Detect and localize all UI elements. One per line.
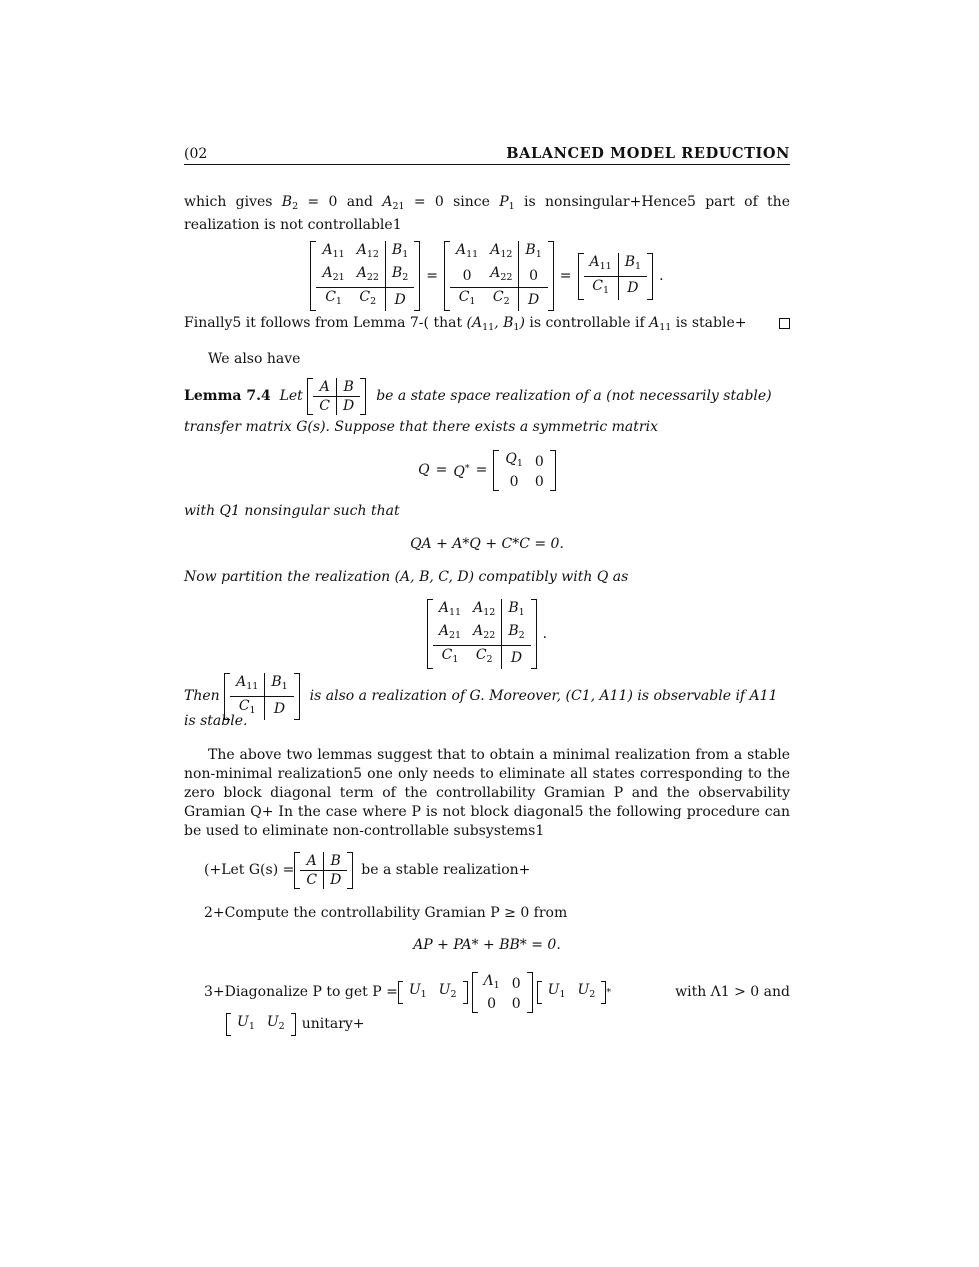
running-title: BALANCED MODEL REDUCTION xyxy=(506,145,790,162)
lemma-is-stable: is stable. xyxy=(184,713,248,729)
paragraph-we-also-have: We also have xyxy=(208,351,301,367)
paragraph-above-two-lemmas: The above two lemmas suggest that to obtain a minimal realization from a stable non-minimal realization5 one only needs to eliminate all states corresponding to the zero block diagonal term of the controllability Gramian P and the observability Gramian Q+ In the case where P is not block diagonal5 the following procedure can be used to eliminate non-controllable subsystems1 xyxy=(184,747,790,839)
matrix-reduced xyxy=(578,253,654,300)
matrix-entry: C xyxy=(300,871,323,890)
matrix-entry: 0 xyxy=(534,474,544,490)
matrix-entry: 0 xyxy=(487,996,497,1012)
qed-square-icon xyxy=(779,318,790,329)
matrix-entry: $C_1$ xyxy=(325,289,342,307)
matrix-entry: $A_{22}$ xyxy=(351,264,386,288)
running-header xyxy=(184,144,790,165)
lemma-partition: Now partition the realization (A, B, C, D) compatibly with Q as xyxy=(184,569,629,585)
matrix-entry: $B_1$ xyxy=(265,673,294,697)
matrix-entry: $A_{21}$ xyxy=(316,264,350,288)
matrix-u-row-conj xyxy=(537,981,607,1004)
matrix-entry: $B_1$ xyxy=(508,600,525,618)
matrix-entry: $C_1$ xyxy=(584,276,619,300)
matrix-entry: $C_2$ xyxy=(351,288,386,312)
matrix-partition xyxy=(427,599,537,669)
page-number: (02 xyxy=(184,146,208,162)
matrix-entry: $U_1$ xyxy=(237,1014,255,1032)
matrix-entry: $C_1$ xyxy=(230,697,265,721)
lemma-transfer-line: transfer matrix G(s). Suppose that there exists a symmetric matrix xyxy=(184,419,658,435)
matrix-entry: $C_2$ xyxy=(467,646,502,670)
matrix-partitioned-a xyxy=(310,241,420,311)
matrix-entry: $A_{11}$ xyxy=(438,600,462,618)
matrix-entry: $U_2$ xyxy=(438,982,457,1000)
matrix-entry: $U_2$ xyxy=(266,1014,285,1032)
matrix-entry: $B_2$ xyxy=(385,264,414,288)
step-1: (+ Let G(s) = A B C D be a stable realization+ xyxy=(204,853,531,888)
matrix-entry: $C_1$ xyxy=(458,289,476,307)
matrix-entry: B xyxy=(336,378,360,397)
lemma-with-q1: with Q1 nonsingular such that xyxy=(184,503,400,519)
lemma-then: Then $A_{11}$ $B_1$ $C_1$ D is also a realization of G. Moreover, (C1, A11) is observable if A11 xyxy=(184,673,790,720)
matrix-entry: D xyxy=(330,872,342,888)
matrix-entry: B xyxy=(324,852,348,871)
matrix-entry: $U_1$ xyxy=(547,982,566,1000)
matrix-entry: $A_{22}$ xyxy=(467,622,502,646)
matrix-entry: D xyxy=(627,280,639,296)
matrix-u-row xyxy=(398,981,468,1004)
matrix-entry: 0 xyxy=(519,264,548,288)
lemma-label: Lemma 7.4 xyxy=(184,388,271,404)
matrix-entry: $A_{12}$ xyxy=(484,241,519,264)
matrix-partitioned-zero xyxy=(444,241,554,311)
matrix-entry: $A_{21}$ xyxy=(433,622,467,646)
matrix-q xyxy=(493,450,555,491)
matrix-step-abcd xyxy=(294,852,353,889)
matrix-entry: 0 xyxy=(509,474,519,490)
matrix-entry: 0 xyxy=(450,264,484,288)
matrix-entry: $B_2$ xyxy=(502,622,531,646)
paragraph-noncontrollable: which gives $B_2 = 0$ and $A_{21} = 0$ since $P_1$ is nonsingular+Hence5 part of the realization is not controllable1 xyxy=(184,194,790,233)
matrix-entry: D xyxy=(394,291,406,308)
matrix-entry: $A_{12}$ xyxy=(351,241,386,264)
matrix-entry: 0 xyxy=(511,996,521,1012)
matrix-entry: $Q_1$ xyxy=(505,451,523,469)
matrix-entry: A xyxy=(300,852,323,871)
equation-lyapunov-q: QA + A*Q + C*C = 0. xyxy=(410,536,564,552)
matrix-entry: $A_{11}$ xyxy=(455,242,479,260)
matrix-u-row-unitary xyxy=(226,1013,296,1036)
matrix-entry: $A_{22}$ xyxy=(484,264,519,288)
matrix-entry: C xyxy=(313,397,336,416)
matrix-entry: $A_{11}$ xyxy=(322,242,345,260)
equation-lyapunov-p: AP + PA* + BB* = 0. xyxy=(413,937,561,953)
matrix-entry: $A_{12}$ xyxy=(467,599,502,622)
matrix-entry: D xyxy=(342,398,355,414)
step-3: 3+Diagonalize P to get P = $U_1$ $U_2$ $\Lambda_1$ 0 0 0 $U_1$ $U_2$ * with Λ1 > 0 and xyxy=(204,973,790,1012)
step-3-cont: $U_1$ $U_2$ unitary+ xyxy=(226,1013,786,1036)
matrix-entry: D xyxy=(510,649,523,666)
equation-block-realization: $A_{11}$ $A_{12}$ $B_1$ $A_{21}$ $A_{22}$ $B_2$ $C_1$ $C_2$ D = $A_{11}$ $A_{12}$ $B_1$ 0 $A_{22}$ 0 $C_1$ $C_2$ D = $A_{11}$ $B_1$ $C_1$ D . xyxy=(184,241,790,311)
matrix-entry: $B_1$ xyxy=(391,242,409,260)
matrix-entry: $A_{11}$ xyxy=(230,673,265,697)
matrix-entry: D xyxy=(273,700,286,717)
matrix-entry: $U_1$ xyxy=(408,982,427,1000)
matrix-entry: $C_1$ xyxy=(441,647,459,665)
matrix-entry: $B_1$ xyxy=(525,242,542,260)
matrix-entry: $U_2$ xyxy=(577,982,596,1000)
equation-q: Q = Q* = $Q_1$ 0 0 0 xyxy=(184,450,790,491)
matrix-abcd xyxy=(307,378,366,415)
equation-partition: $A_{11}$ $A_{12}$ $B_1$ $A_{21}$ $A_{22}$ $B_2$ $C_1$ $C_2$ D . xyxy=(184,599,790,669)
matrix-entry: A xyxy=(313,378,336,397)
matrix-entry: D xyxy=(527,291,540,308)
matrix-lambda xyxy=(472,972,533,1013)
matrix-entry: 0 xyxy=(511,975,521,992)
matrix-entry: $A_{11}$ xyxy=(584,253,619,277)
matrix-entry: 0 xyxy=(534,453,544,470)
matrix-entry: $B_1$ xyxy=(618,253,647,277)
lemma-statement: Lemma 7.4 Let A B C D be a state space realization of a (not necessarily stable) xyxy=(184,379,772,414)
paragraph-finally: Finally5 it follows from Lemma 7-( that ($A_{11}$, $B_1$) is controllable if $A_{11}$ is stable+ xyxy=(184,314,790,337)
matrix-entry: $C_2$ xyxy=(484,288,519,312)
matrix-entry: $\Lambda_1$ xyxy=(483,973,500,991)
step-2: 2+Compute the controllability Gramian P ≥ 0 from xyxy=(204,905,568,921)
